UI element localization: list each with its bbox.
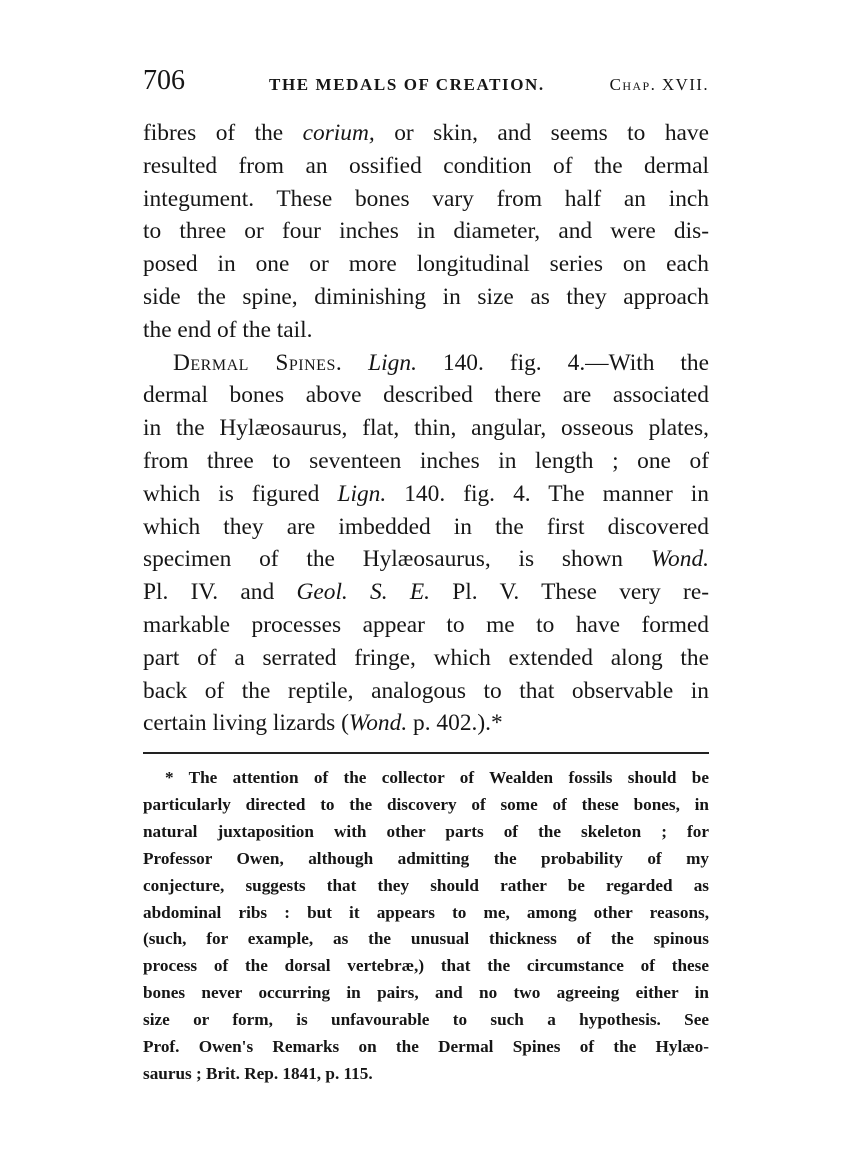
figure-reference: Geol. S. E. [296, 579, 431, 606]
text-span: 140. fig. 4.—With the [442, 349, 709, 376]
text-line: markable processes appear to me to have formed [143, 611, 709, 638]
footnote-line: bones never occurring in pairs, and no two agreeing either in [143, 983, 709, 1003]
footnote-line: Professor Owen, although admitting the probability of my [143, 848, 709, 868]
text-span: which is figured [143, 480, 320, 507]
text-span: or skin, and seems to have [394, 120, 709, 146]
footnote-line: conjecture, suggests that they should rather be regarded as [143, 875, 709, 895]
italic-term: corium, [302, 120, 375, 146]
paragraph-1 [143, 117, 709, 347]
text-line [143, 347, 709, 380]
footnote-line: natural juxtaposition with other parts of the skeleton ; for [143, 821, 709, 841]
text-line: side the spine, diminishing in size as they approach [143, 283, 709, 310]
text-line [143, 543, 709, 576]
page-number: 706 [143, 65, 185, 96]
running-title: THE MEDALS OF CREATION. [269, 75, 545, 94]
text-line: to three or four inches in diameter, and were dis- [143, 218, 709, 245]
text-line: from three to seventeen inches in length ; one of [143, 447, 709, 474]
text-span: Pl. IV. and [143, 579, 275, 606]
footnote-line: particularly directed to the discovery of some of these bones, in [143, 794, 709, 814]
footnote [143, 765, 709, 1088]
text-line: part of a serrated fringe, which extended along the [143, 644, 709, 671]
text-span: certain living lizards ( [143, 710, 349, 737]
text-line: resulted from an ossified condition of the dermal [143, 152, 709, 179]
figure-reference: Wond. [348, 710, 408, 737]
footnote-line: saurus ; Brit. Rep. 1841, p. 115. [143, 1063, 373, 1083]
footnote-line: size or form, is unfavourable to such a hypothesis. See [143, 1010, 709, 1030]
footnote-line: process of the dorsal vertebræ,) that the circumstance of these [143, 956, 709, 976]
section-heading: Dermal Spines. [173, 349, 343, 376]
footnote-line: * The attention of the collector of Wealden fossils should be [165, 768, 709, 787]
footnote-line: abdominal ribs : but it appears to me, among other reasons, [143, 902, 709, 922]
text-span: 140. fig. 4. The manner in [404, 480, 709, 507]
text-line [143, 707, 709, 740]
chapter-label: Chap. XVII. [609, 75, 709, 94]
running-header [143, 64, 709, 100]
text-line: posed in one or more longitudinal series on each [143, 251, 709, 278]
text-line: back of the reptile, analogous to that observable in [143, 677, 709, 704]
paragraph-2 [143, 347, 709, 741]
figure-reference: Lign. [368, 349, 417, 376]
text-line [143, 117, 709, 150]
text-line [143, 478, 709, 511]
text-line: dermal bones above described there are associated [143, 382, 709, 409]
text-span: fibres of the [143, 120, 284, 146]
footnote-divider [143, 752, 709, 754]
footnote-line: (such, for example, as the unusual thickness of the spinous [143, 929, 709, 949]
text-span: Pl. V. These very re- [452, 579, 709, 606]
figure-reference: Wond. [650, 546, 709, 573]
figure-reference: Lign. [337, 480, 387, 507]
text-line: integument. These bones vary from half an inch [143, 185, 709, 212]
text-line: in the Hylæosaurus, flat, thin, angular, osseous plates, [143, 415, 709, 442]
footnote-line: Prof. Owen's Remarks on the Dermal Spines of the Hylæo- [143, 1037, 709, 1057]
text-line: the end of the tail. [143, 316, 313, 343]
main-text [143, 117, 709, 740]
text-line [143, 576, 709, 609]
text-span: p. 402.).* [413, 710, 503, 737]
text-span: specimen of the Hylæosaurus, is shown [143, 546, 623, 573]
text-line: which they are imbedded in the first discovered [143, 513, 709, 540]
